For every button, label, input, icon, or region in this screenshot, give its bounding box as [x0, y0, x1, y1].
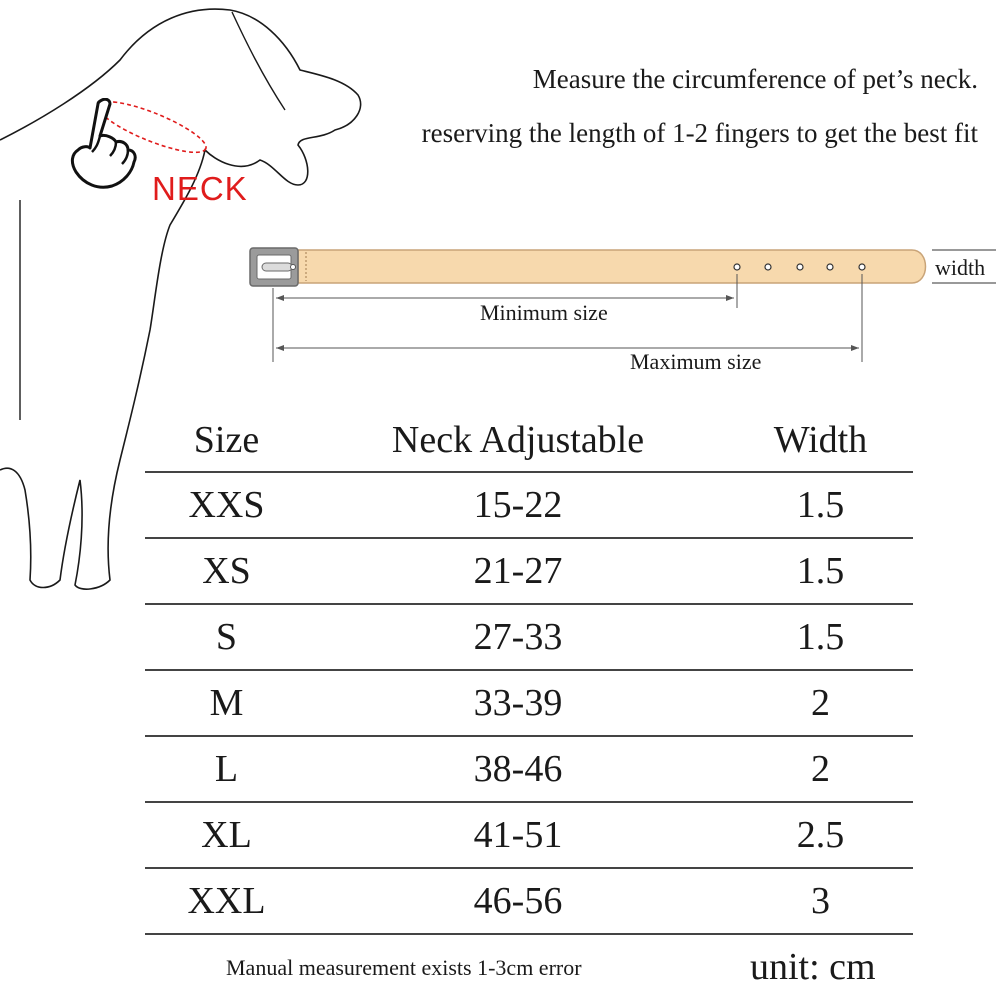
table-row — [145, 670, 913, 736]
neck-cell: 41-51 — [308, 802, 728, 868]
maximum-size-label: Maximum size — [630, 349, 762, 374]
neck-cell: 27-33 — [308, 604, 728, 670]
measurement-error-note: Manual measurement exists 1-3cm error — [226, 955, 582, 980]
header-neck-adjustable: Neck Adjustable — [308, 408, 728, 472]
table-row — [145, 472, 913, 538]
minimum-size-label: Minimum size — [480, 300, 608, 325]
table-row — [145, 736, 913, 802]
table-row — [145, 538, 913, 604]
width-cell: 3 — [728, 868, 913, 934]
width-cell: 1.5 — [728, 538, 913, 604]
collar-hole — [859, 264, 865, 270]
neck-cell: 21-27 — [308, 538, 728, 604]
width-cell: 2 — [728, 670, 913, 736]
width-cell: 2 — [728, 736, 913, 802]
unit-label: unit: cm — [750, 946, 876, 988]
neck-cell: 33-39 — [308, 670, 728, 736]
table-row — [145, 802, 913, 868]
width-cell: 2.5 — [728, 802, 913, 868]
table-row — [145, 868, 913, 934]
size-cell: XS — [145, 538, 308, 604]
table-row — [145, 604, 913, 670]
header-width: Width — [728, 408, 913, 472]
size-cell: L — [145, 736, 308, 802]
size-cell: S — [145, 604, 308, 670]
neck-cell: 46-56 — [308, 868, 728, 934]
instruction-line-2: reserving the length of 1-2 fingers to get the best fit — [421, 118, 978, 148]
size-chart-table — [145, 408, 913, 935]
table-header-row — [145, 408, 913, 472]
width-cell: 1.5 — [728, 604, 913, 670]
size-cell: XL — [145, 802, 308, 868]
width-cell: 1.5 — [728, 472, 913, 538]
instruction-line-1: Measure the circumference of pet’s neck. — [532, 64, 978, 94]
pointing-hand-icon — [62, 98, 140, 193]
collar-diagram — [240, 240, 1000, 375]
size-cell: XXS — [145, 472, 308, 538]
header-size: Size — [145, 408, 308, 472]
collar-hole — [797, 264, 803, 270]
collar-hole — [734, 264, 740, 270]
collar-hole — [827, 264, 833, 270]
neck-cell: 15-22 — [308, 472, 728, 538]
size-cell: M — [145, 670, 308, 736]
neck-label: NECK — [152, 170, 248, 207]
width-label: width — [935, 255, 986, 280]
size-cell: XXL — [145, 868, 308, 934]
neck-cell: 38-46 — [308, 736, 728, 802]
collar-hole — [765, 264, 771, 270]
